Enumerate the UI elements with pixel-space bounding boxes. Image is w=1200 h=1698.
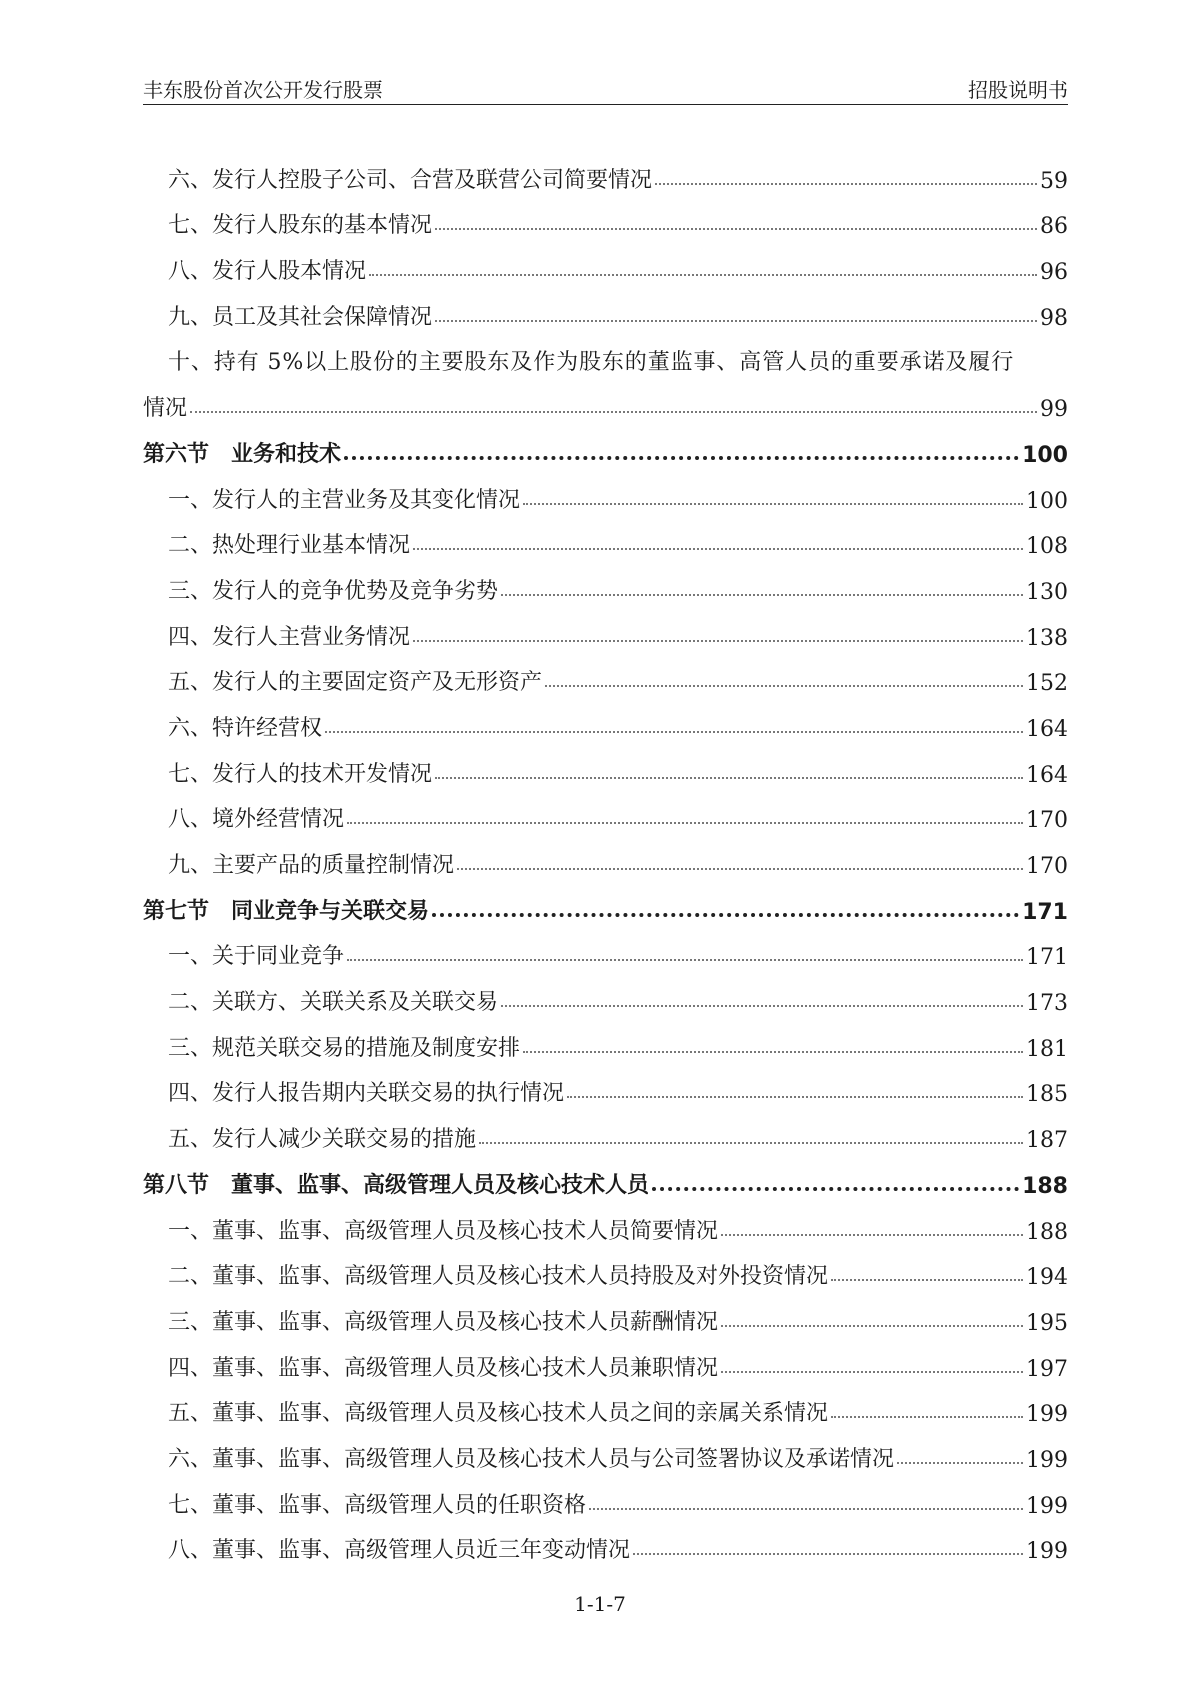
toc-page-number: 194 [1026, 1265, 1068, 1291]
toc-page-number: 188 [1022, 1173, 1068, 1199]
toc-entry-title: 一、董事、监事、高级管理人员及核心技术人员简要情况 [168, 1218, 719, 1244]
toc-entry-title: 二、关联方、关联关系及关联交易 [168, 990, 499, 1016]
toc-page-number: 164 [1026, 716, 1068, 742]
toc-page-number: 138 [1026, 625, 1068, 651]
dot-leader [479, 1142, 1023, 1144]
toc-entry-title: 五、发行人减少关联交易的措施 [168, 1127, 477, 1153]
toc-entry-title: 七、发行人股东的基本情况 [168, 213, 433, 239]
toc-entry-title: 八、董事、监事、高级管理人员近三年变动情况 [168, 1538, 631, 1564]
toc-page-number: 152 [1026, 671, 1068, 697]
toc-entry-line: 十、持有 5%以上股份的主要股东及作为股东的董监事、高管人员的重要承诺及履行 [168, 350, 1015, 376]
toc-entry[interactable] [143, 1427, 1068, 1473]
toc-page-number: 171 [1022, 899, 1068, 925]
page-number: 1-1-7 [574, 1592, 626, 1616]
toc-entry[interactable] [143, 1473, 1068, 1519]
page-header [143, 70, 1068, 105]
toc-entry[interactable] [143, 1382, 1068, 1428]
toc-entry-title: 二、热处理行业基本情况 [168, 533, 411, 559]
dot-leader [435, 320, 1037, 322]
dot-leader [325, 731, 1023, 733]
toc-entry-title: 七、发行人的技术开发情况 [168, 761, 433, 787]
toc-page-number: 164 [1026, 762, 1068, 788]
toc-page-number: 98 [1040, 305, 1068, 331]
toc-entry[interactable] [143, 148, 1068, 194]
toc-page-number: 170 [1026, 808, 1068, 834]
toc-entry-title: 四、发行人主营业务情况 [168, 624, 411, 650]
toc-entry-title: 第八节 董事、监事、高级管理人员及核心技术人员 [143, 1172, 650, 1198]
toc-page-number: 170 [1026, 854, 1068, 879]
toc-page-number: 199 [1026, 1447, 1068, 1473]
dot-leader [347, 959, 1023, 961]
toc-page-number: 199 [1026, 1539, 1068, 1565]
dot-leader [721, 1371, 1023, 1373]
toc-entry[interactable] [143, 194, 1068, 240]
toc-page-number: 100 [1026, 488, 1068, 514]
toc-entry[interactable] [143, 1062, 1068, 1108]
toc-entry-title: 八、境外经营情况 [168, 807, 345, 833]
toc-entry[interactable] [143, 970, 1068, 1016]
toc-entry[interactable] [143, 605, 1068, 651]
toc-page-number: 100 [1022, 442, 1068, 468]
dot-leader [567, 1096, 1023, 1098]
toc-entry-title: 九、员工及其社会保障情况 [168, 304, 433, 330]
toc-entry-title: 五、董事、监事、高级管理人员及核心技术人员之间的亲属关系情况 [168, 1401, 829, 1427]
toc-entry[interactable] [143, 468, 1068, 514]
dot-leader [435, 228, 1037, 230]
toc-entry[interactable] [143, 285, 1068, 331]
toc-entry[interactable] [143, 696, 1068, 742]
toc-page-number: 199 [1026, 1402, 1068, 1428]
toc-page-number: 195 [1026, 1310, 1068, 1336]
toc-entry[interactable] [143, 376, 1068, 422]
toc-entry[interactable] [143, 559, 1068, 605]
toc-page-number: 185 [1026, 1082, 1068, 1108]
toc-entry-title: 四、董事、监事、高级管理人员及核心技术人员兼职情况 [168, 1355, 719, 1381]
dot-leader [721, 1234, 1023, 1236]
dot-leader [413, 640, 1023, 642]
toc-entry-title: 九、主要产品的质量控制情况 [168, 853, 455, 878]
toc-entry[interactable] [143, 651, 1068, 697]
dot-leader [501, 1005, 1023, 1007]
toc-entry[interactable] [143, 1199, 1068, 1245]
dot-leader [652, 1187, 1019, 1191]
dot-leader [589, 1508, 1023, 1510]
toc-page-number: 187 [1026, 1128, 1068, 1154]
dot-leader [190, 411, 1037, 413]
toc-page-number: 171 [1026, 945, 1068, 971]
toc-entry-title: 六、董事、监事、高级管理人员及核心技术人员与公司签署协议及承诺情况 [168, 1446, 895, 1472]
toc-entry-title: 三、规范关联交易的措施及制度安排 [168, 1035, 521, 1061]
toc-section-heading[interactable] [143, 1153, 1068, 1199]
toc-entry[interactable] [143, 1107, 1068, 1153]
dot-leader [344, 456, 1019, 460]
toc-entry-title: 情况 [143, 396, 188, 422]
toc-entry-title: 一、发行人的主营业务及其变化情况 [168, 487, 521, 513]
toc-entry[interactable] [143, 1245, 1068, 1291]
toc-page-number: 199 [1026, 1493, 1068, 1519]
toc-entry[interactable] [143, 788, 1068, 834]
toc-entry[interactable] [143, 514, 1068, 560]
toc-section-heading[interactable] [143, 879, 1068, 925]
toc-entry-title: 七、董事、监事、高级管理人员的任职资格 [168, 1492, 587, 1518]
toc-entry[interactable] [143, 239, 1068, 285]
dot-leader [831, 1279, 1023, 1281]
dot-leader [523, 503, 1023, 505]
dot-leader [897, 1462, 1023, 1464]
toc-entry-title: 第七节 同业竞争与关联交易 [143, 898, 430, 924]
dot-leader [523, 1051, 1023, 1053]
toc-page-number: 96 [1040, 260, 1068, 286]
header-document-title: 丰东股份首次公开发行股票 [143, 78, 383, 102]
toc-entry-title: 第六节 业务和技术 [143, 441, 342, 467]
toc-entry[interactable] [143, 925, 1068, 971]
toc-entry-title: 三、董事、监事、高级管理人员及核心技术人员薪酬情况 [168, 1309, 719, 1335]
toc-entry[interactable] [143, 1336, 1068, 1382]
toc-entry-title: 六、特许经营权 [168, 715, 323, 741]
dot-leader [435, 777, 1023, 779]
toc-page-number: 197 [1026, 1356, 1068, 1382]
toc-page-number: 108 [1026, 534, 1068, 560]
table-of-contents [143, 148, 1068, 1564]
toc-page-number: 99 [1040, 397, 1068, 423]
toc-page-number: 86 [1040, 214, 1068, 240]
toc-page-number: 181 [1026, 1036, 1068, 1062]
toc-entry[interactable] [143, 833, 1068, 879]
dot-leader [545, 685, 1023, 687]
toc-entry[interactable] [143, 1290, 1068, 1336]
dot-leader [432, 913, 1019, 917]
toc-page-number: 173 [1026, 991, 1068, 1017]
toc-entry-title: 六、发行人控股子公司、合营及联营公司简要情况 [168, 167, 653, 193]
toc-entry-title: 四、发行人报告期内关联交易的执行情况 [168, 1081, 565, 1107]
toc-page-number: 130 [1026, 579, 1068, 605]
toc-section-heading[interactable] [143, 422, 1068, 468]
toc-page-number: 188 [1026, 1219, 1068, 1245]
dot-leader [501, 594, 1023, 596]
toc-entry-title: 五、发行人的主要固定资产及无形资产 [168, 670, 543, 696]
dot-leader [655, 183, 1037, 185]
toc-page-number: 59 [1040, 168, 1068, 194]
dot-leader [413, 548, 1023, 550]
toc-entry-title: 八、发行人股本情况 [168, 259, 367, 285]
header-document-type: 招股说明书 [968, 78, 1068, 102]
dot-leader [457, 868, 1023, 870]
dot-leader [721, 1325, 1023, 1327]
toc-entry-title: 三、发行人的竞争优势及竞争劣势 [168, 578, 499, 604]
dot-leader [831, 1416, 1023, 1418]
toc-entry-title: 一、关于同业竞争 [168, 944, 345, 970]
toc-entry[interactable] [143, 1519, 1068, 1565]
dot-leader [347, 822, 1023, 824]
dot-leader [369, 274, 1037, 276]
toc-entry[interactable] [143, 1016, 1068, 1062]
toc-entry-title: 二、董事、监事、高级管理人员及核心技术人员持股及对外投资情况 [168, 1264, 829, 1290]
toc-entry[interactable] [143, 742, 1068, 788]
dot-leader [633, 1553, 1023, 1555]
